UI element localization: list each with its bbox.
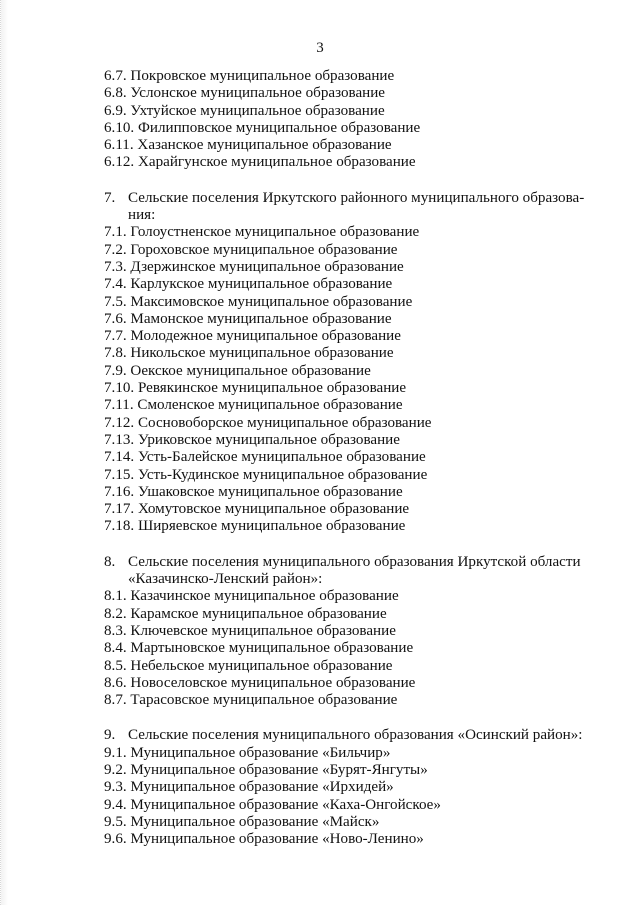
section-heading-text: Сельские поселения муниципального образования Иркутской области xyxy=(128,553,581,570)
section-heading xyxy=(104,727,594,744)
list-item xyxy=(104,85,594,102)
list-item-number: 6.8. xyxy=(104,85,127,102)
list-item-text: Оекское муниципальное образование xyxy=(130,362,371,379)
list-item-number: 7.11. xyxy=(104,397,134,414)
list-item-text: Филипповское муниципальное образование xyxy=(137,119,421,136)
list-item xyxy=(104,484,594,501)
list-item xyxy=(104,328,594,345)
list-item xyxy=(104,814,594,831)
list-item xyxy=(104,658,594,675)
list-item xyxy=(104,137,594,154)
list-item-number: 7.1. xyxy=(104,224,127,241)
section-gap xyxy=(104,536,594,554)
list-item xyxy=(104,224,594,241)
list-item-text: Голоустненское муниципальное образование xyxy=(130,224,420,241)
list-item-number: 7.4. xyxy=(104,276,127,293)
list-item-number: 7.17. xyxy=(104,501,135,518)
list-item-number: 9.6. xyxy=(104,831,127,848)
list-item-number: 9.1. xyxy=(104,744,127,761)
list-item xyxy=(104,831,594,848)
list-item-text: Уриковское муниципальное образование xyxy=(137,431,400,448)
list-item-text: Муниципальное образование «Ирхидей» xyxy=(130,779,394,796)
list-item xyxy=(104,415,594,432)
scan-left-edge xyxy=(0,0,8,905)
list-item-number: 7.14. xyxy=(104,449,135,466)
list-item-text: Дзержинское муниципальное образование xyxy=(130,258,404,275)
list-item-text: Мамонское муниципальное образование xyxy=(130,310,392,327)
section-heading-continuation: ния: xyxy=(128,207,156,224)
list-section xyxy=(104,727,594,848)
list-item xyxy=(104,259,594,276)
section-heading-number: 8. xyxy=(104,553,116,570)
list-item xyxy=(104,154,594,171)
list-item-number: 9.3. xyxy=(104,779,127,796)
page-number: 3 xyxy=(316,40,324,56)
list-item-text: Усть-Кудинское муниципальное образование xyxy=(137,466,428,483)
list-item-number: 8.7. xyxy=(104,692,127,709)
list-item-number: 8.1. xyxy=(104,588,127,605)
list-item xyxy=(104,276,594,293)
list-item-text: Хазанское муниципальное образование xyxy=(137,137,392,154)
list-item-text: Карлукское муниципальное образование xyxy=(130,276,393,293)
list-item-text: Ключевское муниципальное образование xyxy=(130,622,396,639)
list-item-text: Максимовское муниципальное образование xyxy=(130,293,413,310)
list-item-text: Сосновоборское муниципальное образование xyxy=(137,414,432,431)
list-item-text: Смоленское муниципальное образование xyxy=(137,397,403,414)
list-item xyxy=(104,588,594,605)
section-gap xyxy=(104,172,594,190)
list-item-number: 7.10. xyxy=(104,380,135,397)
list-item-number: 6.12. xyxy=(104,154,135,171)
list-item-number: 7.2. xyxy=(104,241,127,258)
list-item xyxy=(104,501,594,518)
list-item-number: 7.18. xyxy=(104,518,135,535)
list-item xyxy=(104,797,594,814)
section-heading-text: Сельские поселения муниципального образования «Осинский район»: xyxy=(128,727,583,744)
list-item xyxy=(104,345,594,362)
list-item-number: 6.10. xyxy=(104,119,135,136)
list-item-number: 7.13. xyxy=(104,431,135,448)
section-heading-text: Сельские поселения Иркутского районного муниципального образова- xyxy=(128,189,585,206)
list-item-number: 6.9. xyxy=(104,102,127,119)
list-item-number: 7.6. xyxy=(104,310,127,327)
list-item-text: Ушаковское муниципальное образование xyxy=(137,483,403,500)
section-gap xyxy=(104,709,594,727)
list-item-text: Услонское муниципальное образование xyxy=(130,85,386,102)
list-item-number: 9.5. xyxy=(104,813,127,830)
list-item-number: 7.5. xyxy=(104,293,127,310)
list-item-number: 8.2. xyxy=(104,605,127,622)
list-item-number: 7.16. xyxy=(104,483,135,500)
list-item xyxy=(104,120,594,137)
list-item xyxy=(104,432,594,449)
section-heading-continuation: «Казачинско-Ленский район»: xyxy=(128,571,323,588)
list-item-text: Казачинское муниципальное образование xyxy=(130,588,399,605)
list-item-number: 7.3. xyxy=(104,258,127,275)
list-item-number: 7.9. xyxy=(104,362,127,379)
list-item-text: Небельское муниципальное образование xyxy=(130,657,393,674)
list-item-number: 9.4. xyxy=(104,796,127,813)
list-item-number: 6.11. xyxy=(104,137,134,154)
list-item-text: Муниципальное образование «Каха-Онгойское» xyxy=(130,796,441,813)
list-item-number: 6.7. xyxy=(104,68,127,84)
list-item-number: 9.2. xyxy=(104,761,127,778)
list-item xyxy=(104,242,594,259)
list-section xyxy=(104,554,594,710)
list-item xyxy=(104,518,594,535)
list-item-text: Карамское муниципальное образование xyxy=(130,605,387,622)
list-item-text: Никольское муниципальное образование xyxy=(130,345,394,362)
list-item xyxy=(104,103,594,120)
list-section xyxy=(104,190,594,536)
list-item xyxy=(104,380,594,397)
section-heading xyxy=(104,554,594,571)
list-item xyxy=(104,692,594,709)
list-item-text: Гороховское муниципальное образование xyxy=(130,241,398,258)
list-item-number: 8.5. xyxy=(104,657,127,674)
list-item xyxy=(104,449,594,466)
section-heading-number: 9. xyxy=(104,727,116,744)
list-item-text: Тарасовское муниципальное образование xyxy=(130,692,398,709)
list-item-text: Усть-Балейское муниципальное образование xyxy=(137,449,426,466)
list-item-text: Муниципальное образование «Бильчир» xyxy=(130,744,391,761)
list-item xyxy=(104,745,594,762)
list-section xyxy=(104,68,594,172)
document-body xyxy=(104,68,594,848)
list-item-text: Муниципальное образование «Бурят-Янгуты» xyxy=(130,761,428,778)
section-heading xyxy=(104,190,594,207)
section-heading-number: 7. xyxy=(104,189,116,206)
list-item-text: Покровское муниципальное образование xyxy=(130,68,395,84)
list-item-text: Ревякинское муниципальное образование xyxy=(137,380,407,397)
list-item-text: Хомутовское муниципальное образование xyxy=(137,501,410,518)
list-item-text: Молодежное муниципальное образование xyxy=(130,328,401,345)
list-item-text: Мартыновское муниципальное образование xyxy=(130,640,414,657)
list-item xyxy=(104,467,594,484)
list-item xyxy=(104,606,594,623)
list-item xyxy=(104,397,594,414)
list-item xyxy=(104,623,594,640)
list-item xyxy=(104,363,594,380)
list-item-number: 7.7. xyxy=(104,328,127,345)
list-item-number: 7.12. xyxy=(104,414,135,431)
list-item-text: Муниципальное образование «Майск» xyxy=(130,813,380,830)
list-item-text: Муниципальное образование «Ново-Ленино» xyxy=(130,831,424,848)
list-item-text: Харайгунское муниципальное образование xyxy=(137,154,416,171)
list-item xyxy=(104,311,594,328)
list-item xyxy=(104,294,594,311)
list-item-text: Ширяевское муниципальное образование xyxy=(137,518,406,535)
list-item-text: Новоселовское муниципальное образование xyxy=(130,674,416,691)
list-item-text: Ухтуйское муниципальное образование xyxy=(130,102,385,119)
list-item xyxy=(104,762,594,779)
list-item-number: 7.15. xyxy=(104,466,135,483)
list-item xyxy=(104,675,594,692)
list-item-number: 8.6. xyxy=(104,674,127,691)
list-item-number: 8.3. xyxy=(104,622,127,639)
list-item-number: 7.8. xyxy=(104,345,127,362)
list-item xyxy=(104,779,594,796)
list-item-number: 8.4. xyxy=(104,640,127,657)
list-item xyxy=(104,68,594,85)
list-item xyxy=(104,640,594,657)
